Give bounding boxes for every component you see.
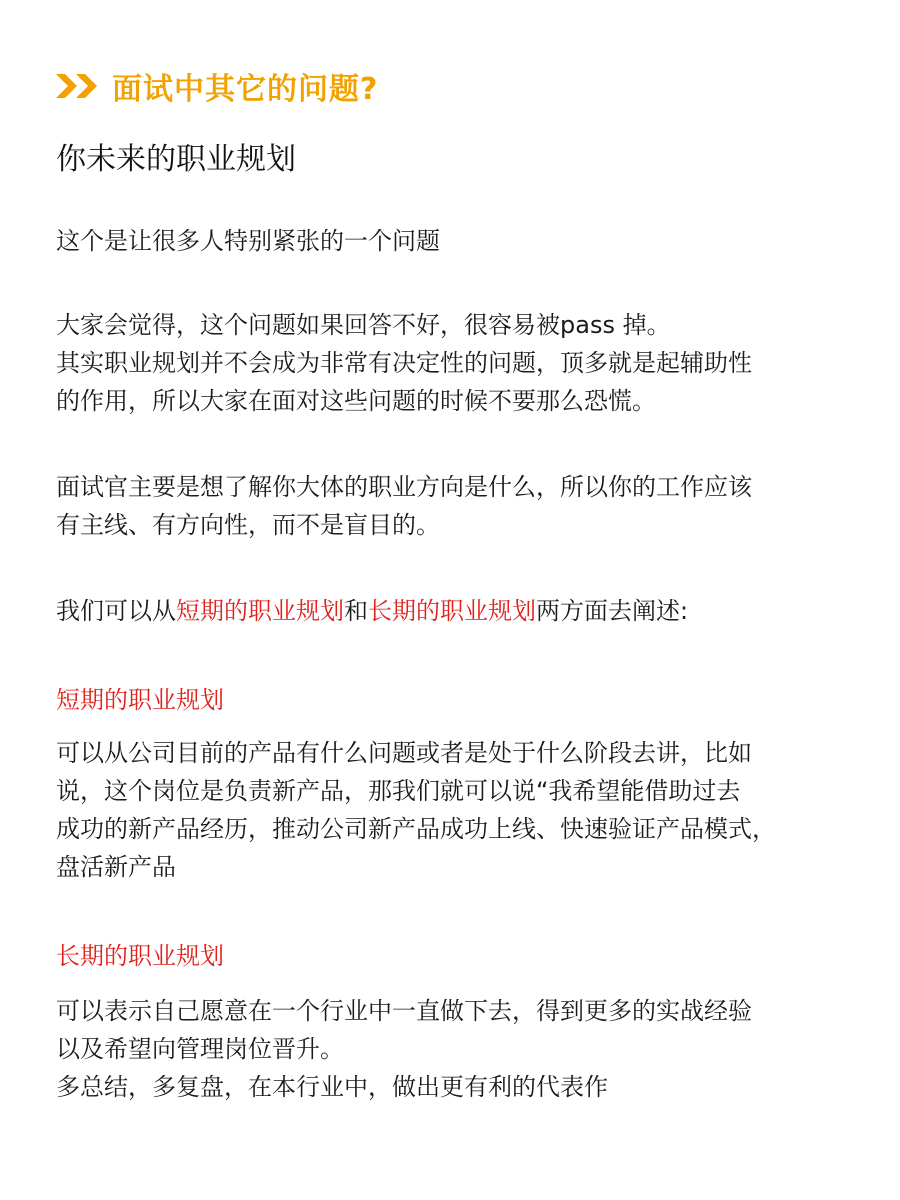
paragraph-line: 大家会觉得，这个问题如果回答不好，很容易被pass 掉。 <box>56 311 671 339</box>
intro-line: 这个是让很多人特别紧张的一个问题 <box>56 227 440 255</box>
section-title: 面试中其它的问题? <box>112 72 379 107</box>
paragraph-1 <box>56 306 856 420</box>
paragraph-line: 以及希望向管理岗位晋升。 <box>56 1035 344 1063</box>
paragraph-line: 多总结，多复盘，在本行业中，做出更有利的代表作 <box>56 1073 608 1101</box>
text-connector: 和 <box>344 597 368 625</box>
text-prefix: 我们可以从 <box>56 597 176 625</box>
short-term-paragraph <box>56 734 856 886</box>
long-term-heading: 长期的职业规划 <box>56 942 224 970</box>
paragraph-line: 盘活新产品 <box>56 853 176 881</box>
paragraph-line: 有主线、有方向性，而不是盲目的。 <box>56 511 440 539</box>
intro-paragraph <box>56 222 856 260</box>
paragraph-line: 说，这个岗位是负责新产品，那我们就可以说“我希望能借助过去 <box>56 777 741 805</box>
paragraph-line: 成功的新产品经历，推动公司新产品成功上线、快速验证产品模式， <box>56 815 776 843</box>
paragraph-line <box>56 592 856 630</box>
paragraph-2 <box>56 468 856 544</box>
double-chevron-right-icon <box>56 72 102 100</box>
paragraph-line: 的作用，所以大家在面对这些问题的时候不要那么恐慌。 <box>56 387 656 415</box>
section-header <box>56 64 378 108</box>
highlight-short-term: 短期的职业规划 <box>176 597 344 625</box>
text-suffix: 两方面去阐述: <box>536 597 689 625</box>
question-title: 你未来的职业规划 <box>56 142 296 177</box>
paragraph-line: 其实职业规划并不会成为非常有决定性的问题，顶多就是起辅助性 <box>56 349 752 377</box>
paragraph-line: 可以表示自己愿意在一个行业中一直做下去，得到更多的实战经验 <box>56 997 752 1025</box>
paragraph-line: 可以从公司目前的产品有什么问题或者是处于什么阶段去讲，比如 <box>56 739 752 767</box>
highlight-long-term: 长期的职业规划 <box>368 597 536 625</box>
paragraph-3 <box>56 592 856 630</box>
paragraph-line: 面试官主要是想了解你大体的职业方向是什么，所以你的工作应该 <box>56 473 752 501</box>
long-term-paragraph <box>56 992 856 1106</box>
short-term-heading: 短期的职业规划 <box>56 686 224 714</box>
